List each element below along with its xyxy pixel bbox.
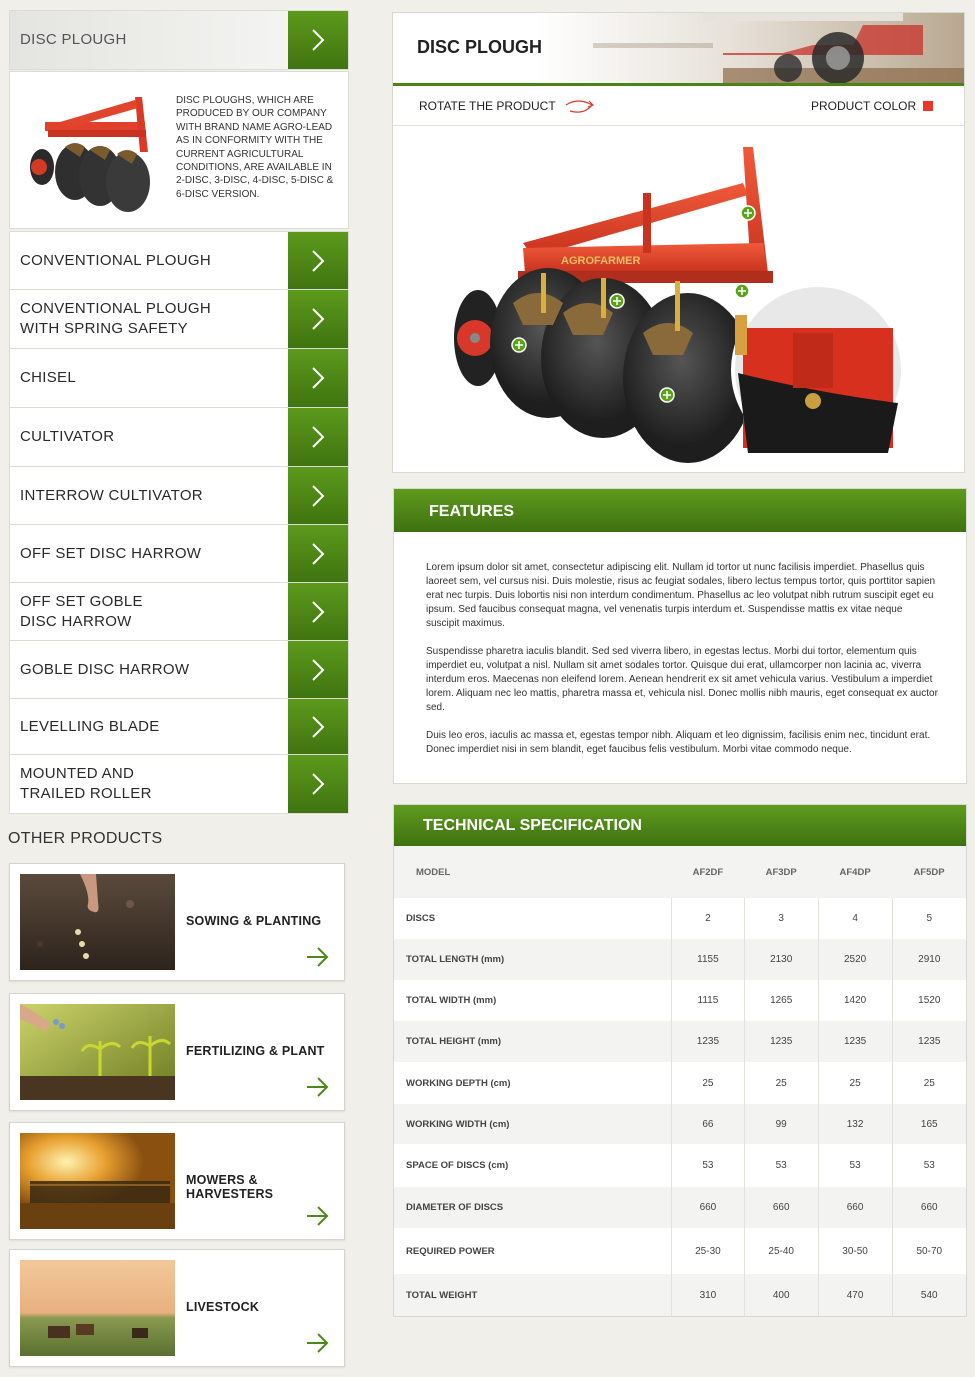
product-card-sowing[interactable] — [9, 863, 345, 981]
svg-text:AGROFARMER: AGROFARMER — [561, 255, 641, 267]
disc-plough-thumbnail — [20, 92, 158, 212]
card-label: LIVESTOCK — [186, 1300, 260, 1314]
hotspot-plus-icon[interactable] — [735, 284, 749, 298]
sidebar-item-mounted-trailed-roller[interactable] — [9, 754, 349, 814]
sidebar-item-chisel[interactable] — [9, 348, 349, 408]
livestock-image — [20, 1260, 175, 1356]
row-label: REQUIRED POWER — [394, 1228, 672, 1274]
cell: 2 — [672, 898, 745, 939]
cell: 1265 — [744, 980, 818, 1021]
cell: 25-30 — [672, 1228, 745, 1274]
features-paragraph: Lorem ipsum dolor sit amet, consectetur adipiscing elit. Nullam id tortor ut nunc facilisis imperdiet. Phasellus quis laoreet sem, vel cursus nisi. Duis molestie, risus ac feugiat sodales, libero lectus tempus tortor, quis porttitor sapien erat nec turpis. Duis lobortis nisi non interdum condimentum. Phasellus ac leo volutpat nibh rutrum suscipit eget eu ipsum. Sed faucibus consequat magna, vel venenatis turpis interdum et. Suspendisse mattis ex vitae neque suscipit maximus. — [426, 562, 936, 629]
table-row — [394, 898, 966, 939]
cell: 470 — [818, 1274, 892, 1316]
column-header: AF4DP — [818, 846, 892, 898]
intro-text: DISC PLOUGHS, WHICH ARE PRODUCED BY OUR COMPANY WITH BRAND NAME AGRO-LEAD AS IN CONFORMITY WITH THE CURRENT AGRICULTURAL CONDITIONS, ARE AVAILABLE IN 2-DISC, 3-DISC, 4-DISC, 5-DISC & 6-DISC VERSION. — [176, 95, 334, 200]
cell: 25-40 — [744, 1228, 818, 1274]
sidebar-item-label: CONVENTIONAL PLOUGH WITH SPRING SAFETY — [20, 300, 212, 337]
row-label: TOTAL WIDTH (mm) — [394, 980, 672, 1021]
cell: 660 — [744, 1187, 818, 1228]
product-card-mowers[interactable] — [9, 1122, 345, 1240]
product-color-label: PRODUCT COLOR — [811, 99, 917, 113]
cell: 3 — [744, 898, 818, 939]
sidebar-item-conventional-plough-spring[interactable] — [9, 289, 349, 349]
sidebar-item-levelling-blade[interactable] — [9, 698, 349, 755]
hotspot-plus-icon[interactable] — [741, 206, 755, 220]
sidebar-item-label: MOUNTED AND TRAILED ROLLER — [20, 765, 152, 802]
sidebar-item-interrow-cultivator[interactable] — [9, 466, 349, 525]
cell: 1420 — [818, 980, 892, 1021]
cell: 99 — [744, 1104, 818, 1144]
cell: 53 — [672, 1144, 745, 1187]
row-label: DIAMETER OF DISCS — [394, 1187, 672, 1228]
row-label: DISCS — [394, 898, 672, 939]
table-row — [394, 1104, 966, 1144]
rotate-product-button[interactable] — [419, 99, 596, 113]
hotspot-plus-icon[interactable] — [660, 388, 674, 402]
cell: 53 — [818, 1144, 892, 1187]
card-label: MOWERS & HARVESTERS — [186, 1173, 274, 1201]
sidebar-item-label: GOBLE DISC HARROW — [20, 660, 190, 678]
product-color-selector[interactable] — [811, 99, 933, 113]
sidebar-item-goble-disc-harrow[interactable] — [9, 640, 349, 699]
cell: 400 — [744, 1274, 818, 1316]
rotate-label: ROTATE THE PRODUCT — [419, 99, 556, 113]
arrow-right-icon[interactable] — [306, 1205, 330, 1227]
sidebar-item-label: CHISEL — [20, 369, 76, 386]
product-title: DISC PLOUGH — [417, 37, 543, 57]
product-card-livestock[interactable] — [9, 1249, 345, 1367]
cell: 660 — [892, 1187, 966, 1228]
chevron-right-icon — [288, 699, 348, 754]
other-products-title: OTHER PRODUCTS — [8, 830, 163, 847]
card-label: FERTILIZING & PLANT — [186, 1044, 325, 1058]
chevron-right-icon — [288, 755, 348, 813]
chevron-right-icon — [288, 232, 348, 289]
spec-header-row — [394, 846, 966, 898]
spec-table — [394, 846, 966, 1316]
color-swatch-red[interactable] — [923, 101, 933, 111]
cell: 1520 — [918, 995, 941, 1006]
cell: 2910 — [892, 939, 966, 980]
features-paragraph: Suspendisse pharetra iaculis blandit. Sed sed viverra libero, in egestas lectus. Morbi dui tortor, elementum quis imperdiet eu, volutpat a nisl. Nullam sit amet sodales tortor. Quisque dui erat, ullamcorper non lacinia ac, viverra interdum eros. Maecenas non eleifend lorem. Aenean hendrerit ex sit amet vehicula varius. Vestibulum a imperdiet lorem. Aliquam nec leo mattis, pharetra massa et, vehicula nisl. Donec mollis nibh mauris, eget consequat ex auctor sed. — [426, 646, 938, 713]
product-card-fertilizing[interactable] — [9, 993, 345, 1111]
features-text — [426, 561, 938, 771]
brand-text-on-frame — [561, 255, 641, 267]
hotspot-plus-icon[interactable] — [512, 338, 526, 352]
row-label: TOTAL LENGTH (mm) — [394, 939, 672, 980]
chevron-right-icon — [288, 583, 348, 640]
cell: 540 — [892, 1274, 966, 1316]
sidebar-item-label: OFF SET GOBLE DISC HARROW — [20, 592, 143, 630]
sidebar-item-off-set-goble-disc-harrow[interactable] — [9, 582, 349, 641]
cell: 53 — [744, 1144, 818, 1187]
mowers-image — [20, 1133, 175, 1229]
spec-header — [394, 805, 966, 846]
sidebar-item-label: CONVENTIONAL PLOUGH — [20, 251, 212, 269]
cell: 53 — [923, 1160, 935, 1171]
spec-title: TECHNICAL SPECIFICATION — [423, 817, 642, 834]
features-header — [394, 489, 966, 532]
row-label: WORKING WIDTH (cm) — [394, 1104, 672, 1144]
column-header: MODEL — [394, 846, 672, 898]
cell: 660 — [818, 1187, 892, 1228]
chevron-right-icon — [288, 467, 348, 524]
cell: 66 — [672, 1104, 745, 1144]
table-row — [394, 1274, 966, 1316]
disc-plough-product-image — [443, 133, 913, 473]
sidebar-item-disc-plough[interactable] — [9, 10, 349, 70]
row-label: TOTAL HEIGHT (mm) — [394, 1021, 672, 1062]
product-panel — [392, 12, 965, 473]
hotspot-plus-icon[interactable] — [610, 294, 624, 308]
column-header: AF2DF — [672, 846, 745, 898]
table-row — [394, 1187, 966, 1228]
chevron-right-icon — [288, 641, 348, 698]
fertilizing-image — [20, 1004, 175, 1100]
product-intro — [9, 71, 349, 229]
cell: 25 — [672, 1062, 745, 1104]
table-row — [394, 980, 966, 1021]
chevron-right-icon — [288, 349, 348, 407]
cell: 2130 — [744, 939, 818, 980]
card-label: SOWING & PLANTING — [186, 914, 322, 928]
features-title: FEATURES — [429, 503, 515, 520]
row-label: TOTAL WEIGHT — [394, 1274, 672, 1316]
sidebar-item-label: DISC PLOUGH — [20, 31, 127, 48]
cell: 310 — [672, 1274, 745, 1316]
arrow-right-icon[interactable] — [306, 1076, 330, 1098]
sidebar-item-label: LEVELLING BLADE — [20, 717, 160, 735]
cell: 4 — [818, 898, 892, 939]
cell: 50-70 — [916, 1245, 943, 1257]
cell: 25 — [744, 1062, 818, 1104]
cell: 132 — [818, 1104, 892, 1144]
chevron-right-icon — [288, 525, 348, 582]
table-row — [394, 1228, 966, 1274]
table-row — [394, 1021, 966, 1062]
arrow-right-icon[interactable] — [306, 1332, 330, 1354]
features-paragraph: Duis leo eros, iaculis ac massa et, egestas tempor nibh. Aliquam et leo dignissim, facilisis enim nec, tincidunt erat. Donec imperdiet nisi in sem blandit, eget faucibus felis vestibulum. Morbi vitae commodo neque. — [426, 730, 931, 755]
cell: 2520 — [818, 939, 892, 980]
table-row — [394, 1144, 966, 1187]
cell: 30-50 — [818, 1228, 892, 1274]
arrow-right-icon[interactable] — [306, 946, 330, 968]
cell: 1115 — [672, 980, 745, 1021]
sidebar-item-conventional-plough[interactable] — [9, 231, 349, 290]
chevron-right-icon — [288, 290, 348, 348]
table-row — [394, 1062, 966, 1104]
cell: 1235 — [892, 1021, 966, 1062]
cell: 1235 — [672, 1021, 745, 1062]
chevron-right-icon — [288, 408, 348, 466]
cell: 25 — [818, 1062, 892, 1104]
table-row — [394, 939, 966, 980]
row-label: SPACE OF DISCS (cm) — [394, 1144, 672, 1187]
chevron-right-icon — [288, 11, 348, 69]
cell: 165 — [892, 1104, 966, 1144]
cell: 1155 — [672, 939, 745, 980]
row-label: WORKING DEPTH (cm) — [394, 1062, 672, 1104]
sidebar-item-off-set-disc-harrow[interactable] — [9, 524, 349, 583]
rotate-icon — [562, 99, 596, 113]
sowing-image — [20, 874, 175, 970]
cell: 1235 — [744, 1021, 818, 1062]
zoom-detail-circle — [733, 285, 903, 455]
column-header: AF3DP — [744, 846, 818, 898]
cell: 660 — [672, 1187, 745, 1228]
cell: 1235 — [818, 1021, 892, 1062]
sidebar-item-label: CULTIVATOR — [20, 428, 115, 445]
cell: 5 — [926, 913, 933, 924]
sidebar-item-label: OFF SET DISC HARROW — [20, 544, 202, 562]
sidebar-item-label: INTERROW CULTIVATOR — [20, 486, 203, 504]
sidebar-item-cultivator[interactable] — [9, 407, 349, 467]
cell: 25 — [923, 1077, 935, 1089]
column-header: AF5DP — [892, 846, 966, 898]
